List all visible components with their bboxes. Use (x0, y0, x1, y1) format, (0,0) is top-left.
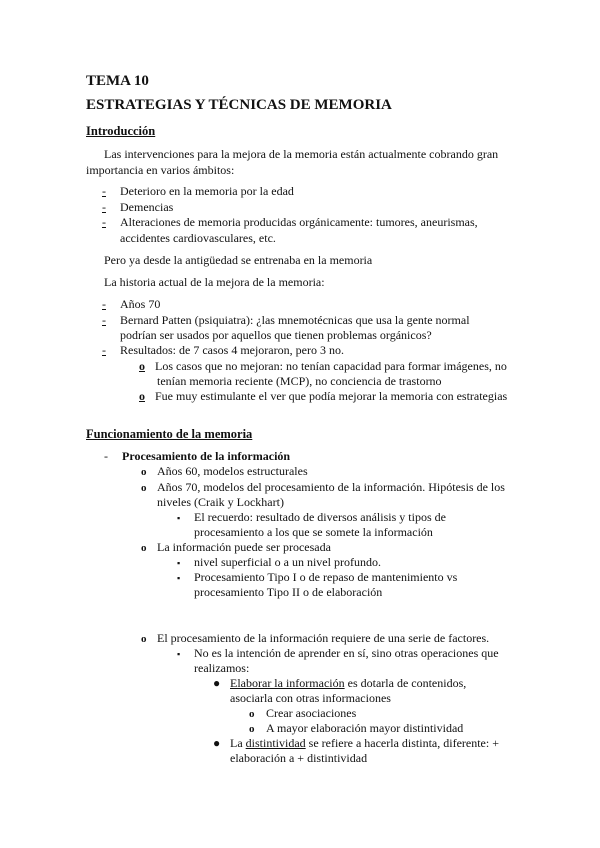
dash-marker: - (102, 200, 106, 214)
dash-marker: - (102, 297, 106, 311)
intro-paragraph-3: La historia actual de la mejora de la memoria: (104, 275, 325, 289)
list-item: - Resultados: de 7 casos 4 mejoraron, pero 3 no. (102, 343, 344, 357)
list-item: Procesamiento Tipo I o de repaso de mantenimiento vs (194, 570, 458, 584)
section-heading-funcionamiento: Funcionamiento de la memoria (86, 427, 253, 441)
list-item: El recuerdo: resultado de diversos análisis y tipos de (194, 510, 446, 524)
square-bullet-icon: ▪ (177, 513, 181, 523)
circle-bullet-icon: o (139, 389, 145, 403)
subsection-heading-procesamiento: Procesamiento de la información (122, 449, 291, 463)
list-item: Crear asociaciones (266, 706, 357, 720)
list-item: A mayor elaboración mayor distintividad (266, 721, 464, 735)
doc-topic-number: TEMA 10 (86, 73, 149, 89)
dot-bullet-icon: ● (213, 676, 221, 690)
list-item: - Años 70 (102, 297, 161, 311)
list-item-continuation: procesamiento Tipo II o de elaboración (194, 585, 383, 599)
circle-bullet-icon: o (249, 708, 255, 720)
intro-paragraph-2: Pero ya desde la antigüedad se entrenaba en la memoria (104, 253, 373, 267)
sub-list-item: o Fue muy estimulante el ver que podía mejorar la memoria con estrategias (139, 389, 508, 403)
circle-bullet-icon: o (141, 482, 147, 494)
intro-paragraph-line2: importancia en varios ámbitos: (86, 163, 235, 177)
list-item: - Alteraciones de memoria producidas orgánicamente: tumores, aneurismas, (102, 215, 478, 229)
list-item: - Bernard Patten (psiquiatra): ¿las mnemotécnicas que usa la gente normal (102, 313, 470, 327)
list-item: - Demencias (102, 200, 174, 214)
list-item-continuation: accidentes cardiovasculares, etc. (120, 231, 276, 245)
list-item: La información puede ser procesada (157, 540, 331, 554)
square-bullet-icon: ▪ (177, 573, 181, 583)
sub-list-item: o Los casos que no mejoran: no tenían capacidad para formar imágenes, no (139, 359, 507, 373)
list-item: El procesamiento de la información requiere de una serie de factores. (157, 631, 490, 645)
doc-title: ESTRATEGIAS Y TÉCNICAS DE MEMORIA (86, 97, 392, 113)
circle-bullet-icon: o (249, 723, 255, 735)
dash-marker: - (102, 184, 106, 198)
list-item: - Deterioro en la memoria por la edad (102, 184, 294, 198)
dash-marker: - (102, 343, 106, 357)
dot-bullet-icon: ● (213, 736, 221, 750)
list-item: No es la intención de aprender en sí, sino otras operaciones que (194, 646, 499, 660)
sub-list-item-continuation: tenían memoria reciente (MCP), no conciencia de trastorno (157, 374, 442, 388)
square-bullet-icon: ▪ (177, 558, 181, 568)
circle-bullet-icon: o (141, 466, 147, 478)
circle-bullet-icon: o (141, 542, 147, 554)
list-item: nivel superficial o a un nivel profundo. (194, 555, 381, 569)
list-item: Elaborar la información es dotarla de contenidos, (230, 676, 467, 690)
list-item-continuation: asociarla con otras informaciones (230, 691, 391, 705)
list-item-continuation: procesamiento a los que se somete la información (194, 525, 433, 539)
list-item-continuation: niveles (Craik y Lockhart) (157, 495, 284, 509)
list-item: Años 60, modelos estructurales (157, 464, 308, 478)
dash-marker: - (102, 313, 106, 327)
intro-paragraph-line1: Las intervenciones para la mejora de la memoria están actualmente cobrando gran (104, 147, 499, 161)
list-item-continuation: elaboración a + distintividad (230, 751, 368, 765)
dash-marker: - (102, 215, 106, 229)
section-heading-introduccion: Introducción (86, 124, 156, 138)
dash-marker: - (104, 449, 108, 463)
circle-bullet-icon: o (141, 633, 147, 645)
list-item-continuation: realizamos: (194, 661, 250, 675)
list-item-continuation: podrían ser usados por aquellos que tienen problemas orgánicos? (120, 328, 432, 342)
circle-bullet-icon: o (139, 359, 145, 373)
square-bullet-icon: ▪ (177, 649, 181, 659)
list-item: Años 70, modelos del procesamiento de la información. Hipótesis de los (157, 480, 505, 494)
list-item: La distintividad se refiere a hacerla distinta, diferente: + (230, 736, 499, 750)
